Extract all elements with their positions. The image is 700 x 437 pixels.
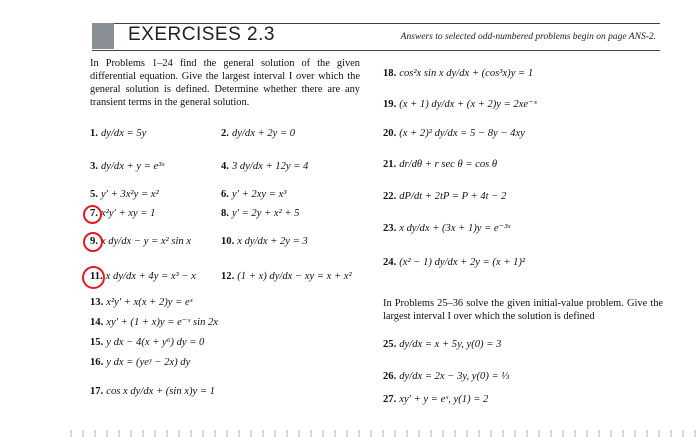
page-title: EXERCISES 2.3 xyxy=(128,24,275,45)
header-tab xyxy=(92,23,114,49)
problem-1: 1. dy/dx = 5y xyxy=(90,128,147,139)
problem-15: 15. y dx − 4(x + y⁶) dy = 0 xyxy=(90,337,205,348)
problem-14: 14. xy′ + (1 + x)y = e⁻ˣ sin 2x xyxy=(90,317,219,328)
problem-17: 17. cos x dy/dx + (sin x)y = 1 xyxy=(90,386,215,397)
instructions-paragraph: In Problems 1–24 find the general solution of the given differential equation. Give the largest interval I over which the general solution is defined. Determine whether there are any transient terms in the general solution. xyxy=(90,58,360,108)
problem-10: 10. x dy/dx + 2y = 3 xyxy=(221,236,308,247)
problem-25: 25. dy/dx = x + 5y, y(0) = 3 xyxy=(383,339,502,350)
problem-22: 22. dP/dt + 2tP = P + 4t − 2 xyxy=(383,191,507,202)
problem-7: 7. x²y′ + xy = 1 xyxy=(90,208,156,219)
problem-19: 19. (x + 1) dy/dx + (x + 2)y = 2xe⁻ˣ xyxy=(383,99,537,110)
problem-18: 18. cos²x sin x dy/dx + (cos³x)y = 1 xyxy=(383,68,534,79)
problem-2: 2. dy/dx + 2y = 0 xyxy=(221,128,296,139)
red-circle-annotation xyxy=(83,232,103,252)
red-circle-annotation xyxy=(83,205,102,224)
problem-16: 16. y dx = (yeʸ − 2x) dy xyxy=(90,357,191,368)
problem-11: 11. x dy/dx + 4y = x³ − x xyxy=(90,271,196,282)
problem-13: 13. x²y′ + x(x + 2)y = eˣ xyxy=(90,297,193,308)
problem-6: 6. y′ + 2xy = x³ xyxy=(221,189,287,200)
problem-12: 12. (1 + x) dy/dx − xy = x + x² xyxy=(221,271,352,282)
problem-4: 4. 3 dy/dx + 12y = 4 xyxy=(221,161,309,172)
problem-9: 9. x dy/dx − y = x² sin x xyxy=(90,236,192,247)
problem-8: 8. y′ = 2y + x² + 5 xyxy=(221,208,300,219)
answers-note: Answers to selected odd-numbered problems begin on page ANS-2. xyxy=(400,32,656,42)
red-circle-annotation xyxy=(82,266,105,289)
bottom-edge-artifact xyxy=(70,430,700,437)
problem-23: 23. x dy/dx + (3x + 1)y = e⁻³ˣ xyxy=(383,223,511,234)
problem-27: 27. xy′ + y = eˣ, y(1) = 2 xyxy=(383,394,489,405)
problem-21: 21. dr/dθ + r sec θ = cos θ xyxy=(383,159,498,170)
problem-3: 3. dy/dx + y = e³ˣ xyxy=(90,161,165,172)
problem-26: 26. dy/dx = 2x − 3y, y(0) = ⅓ xyxy=(383,371,510,382)
ivp-instructions-paragraph: In Problems 25–36 solve the given initial-value problem. Give the largest interval I over which the solution is defined xyxy=(383,298,663,322)
problem-5: 5. y′ + 3x²y = x² xyxy=(90,189,159,200)
problem-20: 20. (x + 2)² dy/dx = 5 − 8y − 4xy xyxy=(383,128,525,139)
problem-24: 24. (x² − 1) dy/dx + 2y = (x + 1)² xyxy=(383,257,526,268)
